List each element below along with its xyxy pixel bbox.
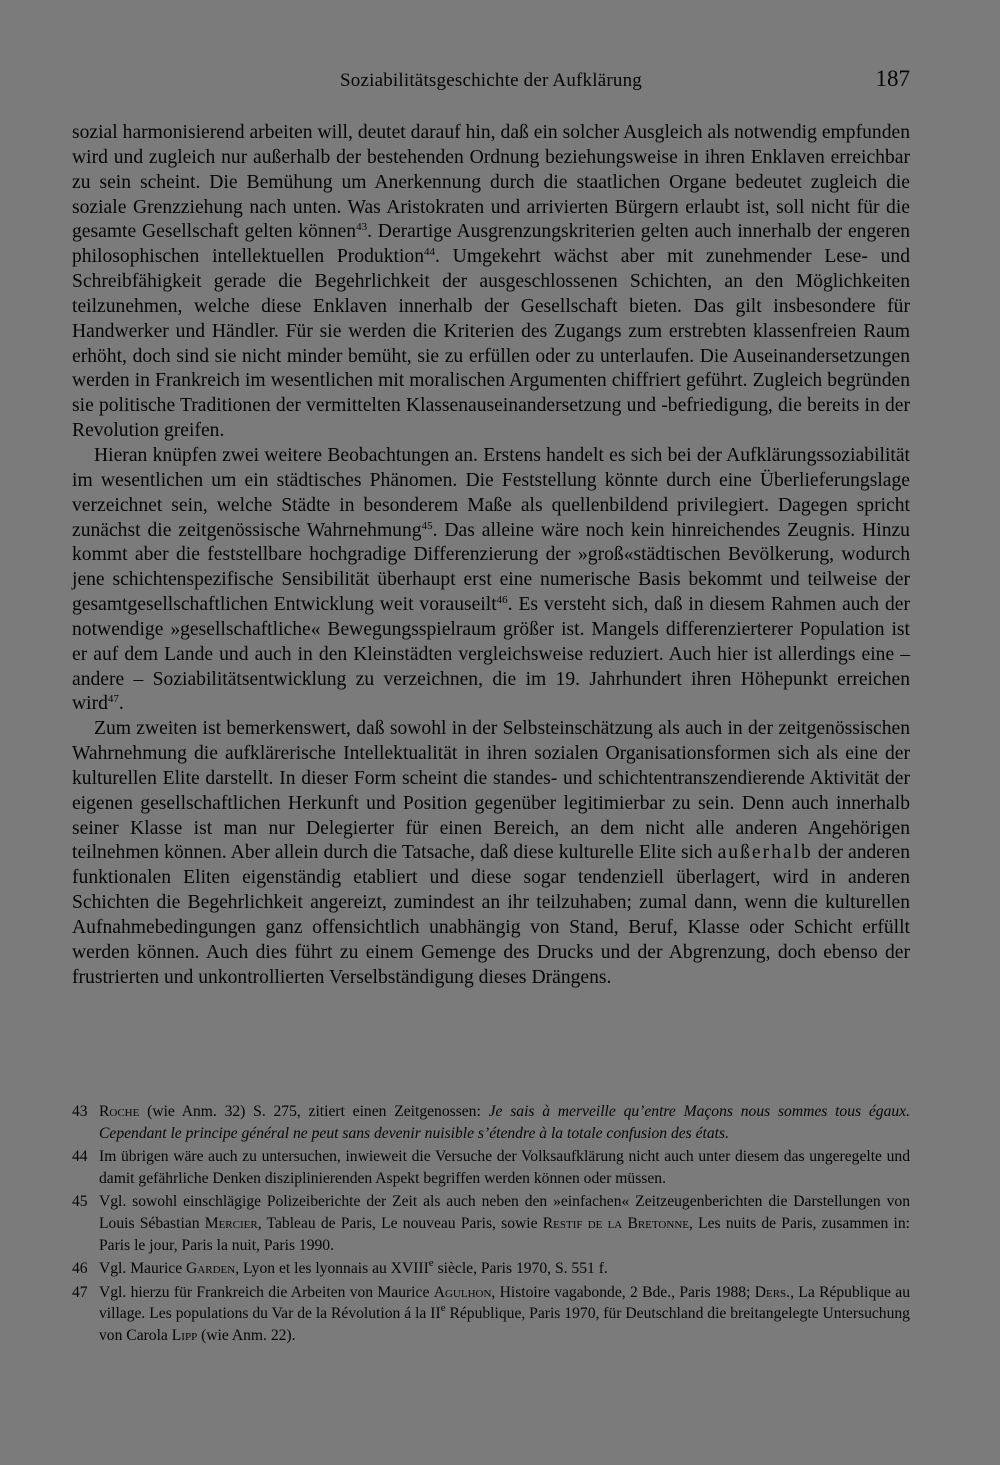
running-head: [72, 66, 910, 98]
text-run: Vgl. hierzu für Frankreich die Arbeiten von Maurice: [99, 1283, 434, 1301]
page-number: 187: [875, 66, 910, 91]
footnote-reference: 46: [496, 594, 508, 607]
text-run: (wie Anm. 22).: [197, 1326, 296, 1344]
text-run: Zum zweiten ist bemerkenswert, daß sowohl in der Selbsteinschätzung als auch in der zeitgenössischen Wahrnehmung die aufklärerische Intellektualität in ihren sozialen Organisationsformen sich als eine der kulturellen Elite darstellt. In dieser Form scheint die standes- und schichtentranszendierende Aktivität der eigenen gesellschaftlichen Herkunft und Position gegenüber legitimierbar zu sein. Denn auch innerhalb seiner Klasse ist man nur Delegierter für einen Bereich, an dem nicht alle anderen Angehörigen teilnehmen können. Aber allein durch die Tatsache, daß diese kulturelle Elite sich: [72, 718, 910, 864]
footnote-text: [99, 1103, 910, 1142]
text-run: sozial harmonisierend arbeiten will, deutet darauf hin, daß ein solcher Ausgleich als notwendig empfunden wird und zugleich nur außerhalb der bestehenden Ordnung beziehungsweise in ihren Enklaven erreichbar zu sein scheint. Die Bemühung um Anerkennung durch die staatlichen Organe bedeutet zugleich die soziale Grenzziehung nach unten. Was Aristokraten und arrivierten Bürgern erlaubt ist, soll nicht für die gesamte Gesellschaft gelten können: [72, 122, 910, 243]
text-run: siècle, Paris 1970, S. 551 f.: [433, 1260, 608, 1278]
footnotes: [72, 1101, 910, 1349]
footnote-number: 45: [72, 1193, 88, 1211]
footnote: [72, 1146, 910, 1189]
footnote: [72, 1101, 910, 1144]
footnote-number: 47: [72, 1283, 88, 1301]
footnote-number: 44: [72, 1148, 88, 1166]
text-run: Hieran knüpfen zwei weitere Beobachtungen an. Erstens handelt es sich bei der Aufklärungssoziabilität im wesentlichen um ein städtisches Phänomen. Die Feststellung könnte durch eine Überlieferungslage verzeichnet sein, welche Städte in besonderem Maße als quellenbildend privilegiert. Dagegen spricht zunächst die zeitgenössische Wahrnehmung: [72, 444, 910, 541]
spaced-emphasis: außerhalb: [717, 842, 813, 864]
text-run: der anderen funktionalen Eliten eigenständig etabliert und diese sogar tendenziell überlagert, wird in anderen Schichten die Begehrlichkeit angereizt, zumindest an ihr teilzuhaben; zumal dann, wenn die kulturellen Aufnahmebedingungen ganz offensichtlich unabhängig von Stand, Beruf, Klasse oder Schicht erfüllt werden können. Auch dies führt zu einem Gemenge des Drucks und der Abgrenzung, doch ebenso der frustrierten und unkontrollierten Verselbständigung dieses Drängens.: [72, 842, 911, 988]
text-run: . Es versteht sich, daß in diesem Rahmen auch der notwendige »gesellschaftliche« Bewegungsspielraum größer ist. Mangels differenzierterer Population ist er auf dem Lande und auch in den Kleinstädten vergleichsweise reduziert. Auch hier ist allerdings eine – andere – Soziabilitätsentwicklung zu verzeichnen, die im 19. Jahrhundert ihren Höhepunkt erreichen wird: [72, 594, 910, 715]
footnote-text: [99, 1257, 608, 1278]
text-run: Im übrigen wäre auch zu untersuchen, inwieweit die Versuche der Volksaufklärung nicht auch unter diesem das ungeregelte und damit gefährliche Denken disziplinierenden Aspekt begriffen werden können oder müssen.: [99, 1148, 910, 1187]
quotation: Je sais à merveille qu’entre Maçons nous sommes tous égaux. Cependant le principe général ne peut sans devenir nuisible s’étendre à la totale confusion des états.: [99, 1103, 910, 1142]
footnote-reference: e: [428, 1257, 434, 1270]
text-run: Vgl. sowohl einschlägige Polizeiberichte der Zeit als auch neben den »einfachen« Zeitzeugenberichten die Darstellungen von Louis Sébastian: [99, 1193, 910, 1232]
paragraph: [72, 121, 910, 444]
text-run: , Histoire vagabonde, 2 Bde., Paris 1988;: [491, 1283, 755, 1301]
text-run: , La République au village. Les populations du Var de la Révolution á la II: [99, 1283, 911, 1323]
footnote-number: 43: [72, 1103, 88, 1120]
author-name: Mercier: [204, 1214, 258, 1232]
footnote-text: [99, 1284, 910, 1344]
running-title: Soziabilitätsgeschichte der Aufklärung: [339, 70, 643, 91]
author-name: Restif de la Bretonne: [542, 1214, 689, 1232]
paragraph: [72, 444, 910, 717]
text-run: Vgl. Maurice: [99, 1260, 187, 1278]
footnote-reference: 43: [356, 221, 368, 234]
footnote-reference: e: [440, 1302, 446, 1315]
text-run: , Lyon et les lyonnais au XVIII: [235, 1260, 429, 1278]
text-run: . Umgekehrt wächst aber mit zunehmender Lese- und Schreibfähigkeit gerade die Begehrlichkeit der ausgeschlossenen Schichten, an den Möglichkeiten teilzunehmen, welche diese Enklaven innerhalb der Gesellschaft bieten. Das gilt insbesondere für Handwerker und Händler. Für sie werden die Kriterien des Zugangs zum erstrebten klassenfreien Raum erhöht, doch sind sie nicht minder bemüht, sie zu erfüllen oder zu unterlaufen. Die Auseinandersetzungen werden in Frankreich im wesentlichen mit moralischen Argumenten chiffriert geführt. Zugleich begründen sie politische Traditionen der vermittelten Klassenauseinandersetzung und -befriedigung, die bereits in der Revolution greifen.: [72, 246, 910, 442]
footnote: [72, 1282, 910, 1347]
text-run: , Les nuits de Paris, zusammen in: Paris le jour, Paris la nuit, Paris 1990.: [99, 1214, 910, 1254]
text-run: République, Paris 1970, für Deutschland die breitangelegte Untersuchung von Carola: [99, 1305, 910, 1344]
author-name: Lipp: [171, 1326, 198, 1344]
author-name: Garden: [186, 1260, 236, 1278]
paragraph: [72, 717, 910, 990]
footnote-reference: 47: [107, 693, 119, 706]
author-name: Ders.: [754, 1283, 791, 1301]
author-name: Roche: [99, 1103, 140, 1120]
body-text: [72, 121, 910, 991]
footnote-text: [99, 1193, 910, 1253]
text-run: . Das alleine wäre noch kein hinreichendes Zeugnis. Hinzu kommt aber die feststellbare hochgradige Differenzierung der »groß«städtischen Bevölkerung, wodurch jene schichtenspezifische Sensibilität überhaupt erst eine numerische Basis bekommt und teilweise der gesamtgesellschaftlichen Entwicklung weit vorauseilt: [72, 519, 910, 616]
footnote: [72, 1258, 910, 1280]
author-name: Agulhon: [433, 1283, 492, 1301]
text-run: .: [118, 693, 124, 715]
footnote-reference: 44: [424, 246, 436, 259]
text-run: (wie Anm. 32) S. 275, zitiert einen Zeitgenossen:: [139, 1103, 489, 1120]
footnote-text: [99, 1148, 910, 1187]
text-run: . Derartige Ausgrenzungskriterien gelten auch innerhalb der engeren philosophischen intellektuellen Produktion: [72, 221, 910, 268]
footnote: [72, 1191, 910, 1256]
footnote-number: 46: [72, 1260, 88, 1278]
footnote-reference: 45: [421, 519, 433, 532]
text-run: , Tableau de Paris, Le nouveau Paris, sowie: [257, 1214, 543, 1232]
